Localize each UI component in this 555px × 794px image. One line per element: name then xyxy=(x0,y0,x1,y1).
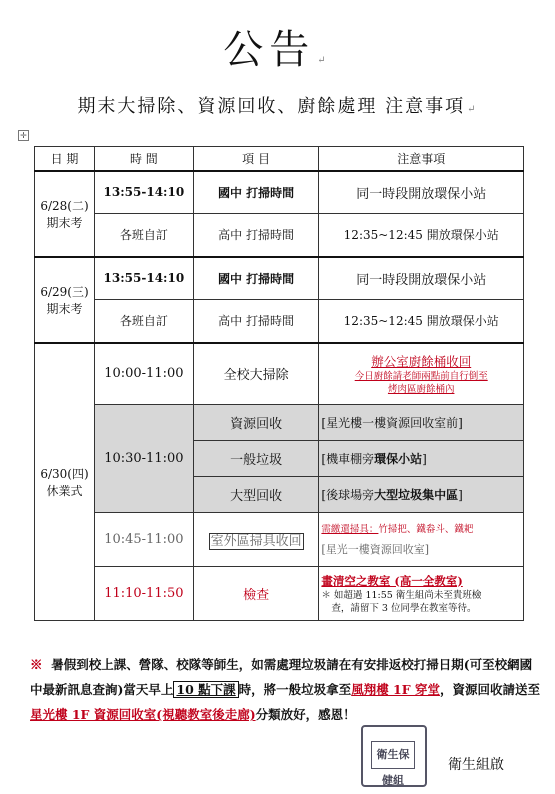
item-cell: 資源回收 xyxy=(193,405,319,441)
table-row xyxy=(35,214,524,257)
header-item: 項 目 xyxy=(193,147,319,171)
item-cell: 一般垃圾 xyxy=(193,441,319,477)
item-cell: 室外區掃具收回 xyxy=(193,513,319,567)
move-anchor-icon[interactable]: ✛ xyxy=(18,130,29,141)
date-cell: 6/29(三) 期末考 xyxy=(35,257,95,343)
item-cell: 檢查 xyxy=(193,567,319,621)
time-cell: 各班自訂 xyxy=(94,300,193,343)
time-cell: 10:45-11:00 xyxy=(94,513,193,567)
notice-title: 公告 ↵ xyxy=(223,27,332,73)
note-cell: [星光樓一樓資源回收室前] xyxy=(319,405,524,441)
official-stamp: 衛生保健組 xyxy=(361,725,427,787)
time-cell: 11:10-11:50 xyxy=(94,567,193,621)
note-cell: 畫清空之教室 (高一全教室) ＊ 如超過 11:55 衛生組尚未至貴班檢 查，請留下 3 位同學在教室等待。 xyxy=(319,567,524,621)
table-row xyxy=(35,405,524,441)
note-cell: 同一時段開放環保小站 xyxy=(319,257,524,300)
table-row xyxy=(35,257,524,300)
schedule-table xyxy=(34,146,524,621)
item-cell: 全校大掃除 xyxy=(193,343,319,405)
note-cell: 12:35~12:45 開放環保小站 xyxy=(319,300,524,343)
note-cell: 12:35~12:45 開放環保小站 xyxy=(319,214,524,257)
table-header-row xyxy=(35,147,524,171)
item-cell: 國中 打掃時間 xyxy=(193,171,319,214)
item-cell: 大型回收 xyxy=(193,477,319,513)
table-row xyxy=(35,171,524,214)
time-cell: 各班自訂 xyxy=(94,214,193,257)
note-cell: 辦公室廚餘桶收回 今日廚餘請老師兩點前自行倒至 烤肉區廚餘桶內 xyxy=(319,343,524,405)
item-cell: 高中 打掃時間 xyxy=(193,300,319,343)
table-row xyxy=(35,300,524,343)
header-time: 時 間 xyxy=(94,147,193,171)
note-cell: 同一時段開放環保小站 xyxy=(319,171,524,214)
table-row xyxy=(35,567,524,621)
notice-subtitle: 期末大掃除、資源回收、廚餘處理 注意事項 ↵ xyxy=(77,96,478,117)
time-cell: 13:55-14:10 xyxy=(94,171,193,214)
header-date: 日 期 xyxy=(35,147,95,171)
date-cell: 6/28(二) 期末考 xyxy=(35,171,95,257)
table-row xyxy=(35,513,524,567)
header-notes: 注意事項 xyxy=(319,147,524,171)
time-cell: 13:55-14:10 xyxy=(94,257,193,300)
date-cell: 6/30(四) 休業式 xyxy=(35,343,95,621)
item-cell: 高中 打掃時間 xyxy=(193,214,319,257)
signer-name: 衛生組啟 xyxy=(448,757,504,773)
note-cell: 需繳還掃具：竹掃把、鐵畚斗、鐵耙 [星光一樓資源回收室] xyxy=(319,513,524,567)
note-cell: [機車棚旁環保小站] xyxy=(319,441,524,477)
time-cell: 10:00-11:00 xyxy=(94,343,193,405)
notice-paragraph: ※ 暑假到校上課、營隊、校隊等師生，如需處理垃圾請在有安排返校打掃日期(可至校網國中最新訊息查詢)當天早上 10 點下課 時，將一般垃圾拿至風翔樓 1F 穿堂，資源回收請送至星光樓 1F 資源回收室(視聽教室後走廊)分類放好，感恩！ xyxy=(30,657,540,722)
note-cell: [後球場旁大型垃圾集中區] xyxy=(319,477,524,513)
item-cell: 國中 打掃時間 xyxy=(193,257,319,300)
table-row xyxy=(35,343,524,405)
time-cell: 10:30-11:00 xyxy=(94,405,193,513)
